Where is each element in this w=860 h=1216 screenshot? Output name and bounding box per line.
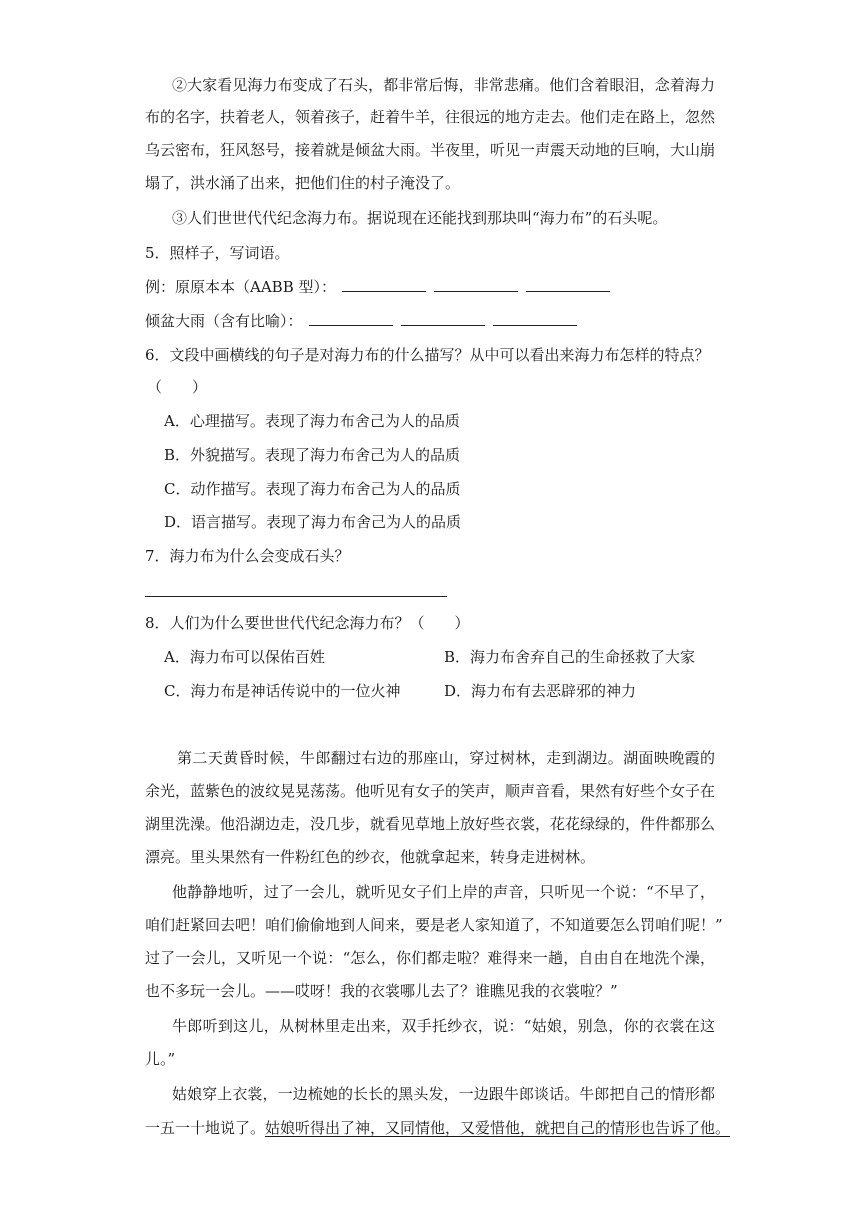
q6-answer-paren[interactable]: （ ） <box>147 378 208 396</box>
q5-row1-blank-3[interactable] <box>526 277 610 292</box>
passage2-para2-line4: 也不多玩一会儿。——哎呀！我的衣裳哪儿去了？谁瞧见我的衣裳啦？” <box>145 982 618 1000</box>
passage1-p2-line4: 塌了，洪水涌了出来，把他们住的村子淹没了。 <box>145 174 461 192</box>
passage2-para4-line2 <box>145 1118 730 1138</box>
passage2-para1-line3: 湖里洗澡。他沿湖边走，没几步，就看见草地上放好些衣裳，花花绿绿的，件件都那么 <box>145 815 716 833</box>
q5-row2-label: 倾盆大雨（含有比喻）： <box>145 312 303 330</box>
q8-option-a[interactable]: A．海力布可以保佑百姓 <box>164 648 325 666</box>
q5-row2 <box>145 311 577 331</box>
passage2-para3-line1: 牛郎听到这儿，从树林里走出来，双手托纱衣，说：“姑娘，别急，你的衣裳在这 <box>172 1017 715 1035</box>
passage2-para2-line1: 他静静地听，过了一会儿，就听见女子们上岸的声音，只听见一个说：“不早了， <box>172 883 715 901</box>
q6-option-a[interactable]: A．心理描写。表现了海力布舍己为人的品质 <box>164 412 460 430</box>
passage2-para2-line2: 咱们赶紧回去吧！咱们偷偷地到人间来，要是老人家知道了，不知道要怎么罚咱们呢！” <box>145 916 723 934</box>
q5-row2-blank-1[interactable] <box>309 311 393 326</box>
q7-answer-line[interactable] <box>145 596 447 597</box>
q5-row2-blank-3[interactable] <box>493 311 577 326</box>
q6-option-c[interactable]: C．动作描写。表现了海力布舍己为人的品质 <box>164 480 461 498</box>
q5-title: 5．照样子，写词语。 <box>145 244 290 262</box>
q5-row1 <box>145 277 610 297</box>
q8-option-b[interactable]: B．海力布舍弃自己的生命拯救了大家 <box>444 648 696 666</box>
passage2-para4-underlined-sentence: 姑娘听得出了神，又同情他，又爱惜他，就把自己的情形也告诉了他。 <box>265 1119 731 1137</box>
q5-row2-blank-2[interactable] <box>401 311 485 326</box>
passage2-para4-plain: 一五一十地说了。 <box>145 1119 266 1137</box>
q6-title: 6．文段中画横线的句子是对海力布的什么描写？从中可以看出来海力布怎样的特点？ <box>145 346 710 364</box>
passage2-para4-line1: 姑娘穿上衣裳，一边梳她的长长的黑头发，一边跟牛郎谈话。牛郎把自己的情形都 <box>172 1085 715 1103</box>
passage1-p2-line1: ②大家看见海力布变成了石头，都非常后悔，非常悲痛。他们含着眼泪，念着海力 <box>172 76 715 94</box>
passage1-p2-line2: 布的名字，扶着老人，领着孩子，赶着牛羊，往很远的地方走去。他们走在路上，忽然 <box>145 108 716 126</box>
passage1-p3: ③人们世世代代纪念海力布。据说现在还能找到那块叫“海力布”的石头呢。 <box>172 209 668 227</box>
q5-row1-label: 例：原原本本（AABB 型）： <box>145 278 336 296</box>
q8-title: 8．人们为什么要世世代代纪念海力布？（ ） <box>145 614 470 632</box>
q6-option-d[interactable]: D．语言描写。表现了海力布舍己为人的品质 <box>164 513 462 531</box>
passage2-para2-line3: 过了一会儿，又听见一个说：“怎么，你们都走啦？难得来一趟，自由自在地洗个澡， <box>145 949 715 967</box>
q7-title: 7．海力布为什么会变成石头？ <box>145 547 350 565</box>
passage2-para1-line2: 余光，蓝紫色的波纹晃晃荡荡。他听见有女子的笑声，顺声音看，果然有好些个女子在 <box>145 782 716 800</box>
q5-row1-blank-1[interactable] <box>342 277 426 292</box>
q5-row1-blank-2[interactable] <box>434 277 518 292</box>
passage2-para1-line4: 漂亮。里头果然有一件粉红色的纱衣，他就拿起来，转身走进树林。 <box>145 848 596 866</box>
q8-option-d[interactable]: D．海力布有去恶辟邪的神力 <box>444 682 637 700</box>
passage2-para3-line2: 儿。” <box>145 1050 176 1068</box>
q8-option-c[interactable]: C．海力布是神话传说中的一位火神 <box>164 682 401 700</box>
passage1-p2-line3: 乌云密布，狂风怒号，接着就是倾盆大雨。半夜里，听见一声震天动地的巨响，大山崩 <box>145 141 716 159</box>
q6-option-b[interactable]: B．外貌描写。表现了海力布舍己为人的品质 <box>164 446 461 464</box>
passage2-para1-line1: 第二天黄昏时候，牛郎翻过右边的那座山，穿过树林，走到湖边。湖面映晚霞的 <box>177 749 715 767</box>
